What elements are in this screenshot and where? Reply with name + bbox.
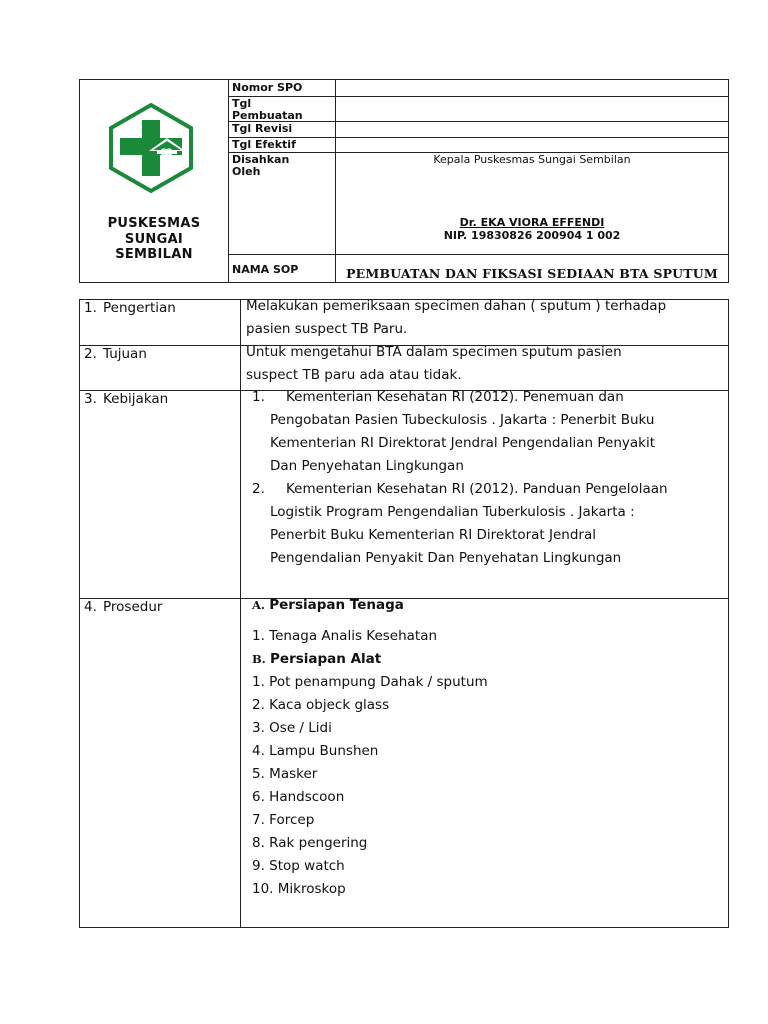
subheading-persiapan-alat bbox=[252, 648, 722, 671]
list-item: 2. Kaca objeck glass bbox=[252, 697, 390, 713]
section-label-prosedur bbox=[84, 599, 162, 615]
sop-header-table bbox=[79, 79, 729, 283]
label-line: Pembuatan bbox=[232, 109, 303, 122]
tujuan-text bbox=[246, 341, 722, 387]
text-line: Untuk mengetahui BTA dalam specimen sputum pasien bbox=[246, 344, 622, 360]
label-line: Tgl bbox=[232, 97, 252, 110]
text-line: Kementerian Kesehatan RI (2012). Penemuan dan bbox=[286, 389, 624, 405]
list-item: 7. Forcep bbox=[252, 812, 315, 828]
subheading-title: Persiapan Alat bbox=[270, 651, 382, 667]
kebijakan-list bbox=[252, 386, 722, 570]
list-item: 9. Stop watch bbox=[252, 858, 345, 874]
org-name-line: PUSKESMAS bbox=[107, 216, 201, 231]
org-name bbox=[80, 216, 228, 263]
subheading-persiapan-tenaga bbox=[252, 594, 722, 617]
list-number: 1. bbox=[252, 389, 265, 405]
label-disahkan-oleh bbox=[232, 154, 289, 178]
section-label: Prosedur bbox=[103, 599, 163, 615]
section-number: 1. bbox=[84, 300, 97, 316]
section-label-pengertian bbox=[84, 300, 176, 316]
puskesmas-logo-icon bbox=[107, 102, 195, 194]
label-nama-sop: NAMA SOP bbox=[232, 263, 299, 276]
logo-cell bbox=[80, 80, 229, 282]
section-label: Pengertian bbox=[103, 300, 176, 316]
list-item: 10. Mikroskop bbox=[252, 881, 346, 897]
row-nomor-spo bbox=[228, 80, 728, 97]
section-label-tujuan bbox=[84, 346, 147, 362]
list-item: 8. Rak pengering bbox=[252, 835, 368, 851]
sop-title: PEMBUATAN DAN FIKSASI SEDIAAN BTA SPUTUM bbox=[346, 266, 718, 281]
label-line: Disahkan bbox=[232, 153, 290, 166]
list-item: 6. Handscoon bbox=[252, 789, 345, 805]
text-line: pasien suspect TB Paru. bbox=[246, 321, 408, 337]
approver-title: Kepala Puskesmas Sungai Sembilan bbox=[433, 153, 631, 166]
list-item bbox=[252, 478, 722, 570]
text-line: Kementerian Kesehatan RI (2012). Panduan Pengelolaan bbox=[286, 481, 668, 497]
list-item: 3. Ose / Lidi bbox=[252, 720, 332, 736]
section-number: 3. bbox=[84, 391, 97, 407]
row-tgl-pembuatan bbox=[228, 97, 728, 122]
subheading-letter: B. bbox=[252, 652, 266, 666]
list-item bbox=[252, 386, 722, 478]
text-line: Melakukan pemeriksaan specimen dahan ( sputum ) terhadap bbox=[246, 298, 667, 314]
label-tgl-efektif: Tgl Efektif bbox=[232, 138, 296, 151]
list-item: 4. Lampu Bunshen bbox=[252, 743, 379, 759]
text-line: Pengendalian Penyakit Dan Penyehatan Lingkungan bbox=[270, 550, 622, 566]
text-line: suspect TB paru ada atau tidak. bbox=[246, 367, 462, 383]
column-divider bbox=[335, 80, 336, 282]
prosedur-content bbox=[252, 594, 722, 901]
label-nomor-spo: Nomor SPO bbox=[232, 81, 303, 94]
text-line: Penerbit Buku Kementerian RI Direktorat Jendral bbox=[270, 527, 596, 543]
list-item: 5. Masker bbox=[252, 766, 318, 782]
section-number: 2. bbox=[84, 346, 97, 362]
text-line: Dan Penyehatan Lingkungan bbox=[270, 458, 464, 474]
section-label: Kebijakan bbox=[103, 391, 169, 407]
org-name-line: SUNGAI bbox=[124, 231, 184, 247]
section-label-kebijakan bbox=[84, 391, 168, 407]
list-item: 1. Pot penampung Dahak / sputum bbox=[252, 674, 488, 690]
approver-name: Dr. EKA VIORA EFFENDI bbox=[459, 216, 605, 229]
pengertian-text bbox=[246, 295, 722, 341]
list-item: 1. Tenaga Analis Kesehatan bbox=[252, 628, 438, 644]
column-divider bbox=[240, 300, 241, 927]
section-label: Tujuan bbox=[103, 346, 147, 362]
subheading-letter: A. bbox=[252, 598, 265, 612]
text-line: Logistik Program Pengendalian Tuberkulosis . Jakarta : bbox=[270, 504, 635, 520]
text-line: Kementerian RI Direktorat Jendral Pengendalian Penyakit bbox=[270, 435, 655, 451]
label-line: Oleh bbox=[232, 165, 261, 178]
approver-nip: NIP. 19830826 200904 1 002 bbox=[443, 229, 621, 242]
section-number: 4. bbox=[84, 599, 97, 615]
subheading-title: Persiapan Tenaga bbox=[269, 597, 404, 613]
label-tgl-pembuatan bbox=[232, 98, 303, 122]
row-tgl-efektif bbox=[228, 138, 728, 153]
text-line: Pengobatan Pasien Tubeckulosis . Jakarta : Penerbit Buku bbox=[270, 412, 655, 428]
org-name-line: SEMBILAN bbox=[115, 247, 193, 262]
sop-content-table bbox=[79, 299, 729, 928]
list-number: 2. bbox=[252, 481, 265, 497]
row-disahkan-oleh bbox=[228, 153, 728, 255]
row-tgl-revisi bbox=[228, 122, 728, 138]
label-tgl-revisi: Tgl Revisi bbox=[232, 122, 293, 135]
